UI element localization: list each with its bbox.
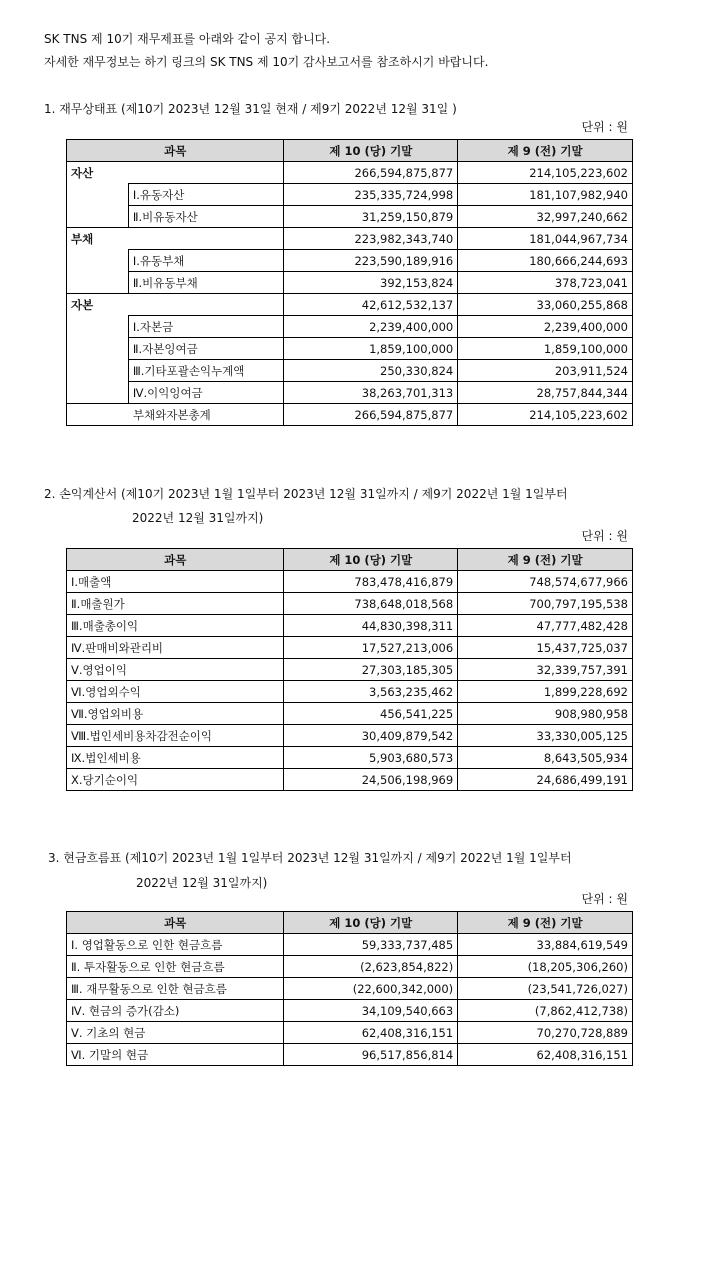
previous-value: (7,862,412,738)	[458, 1000, 633, 1022]
income-statement-title-1: 2. 손익계산서 (제10기 2023년 1월 1일부터 2023년 12월 31일까지 / 제9기 2022년 1월 1일부터	[44, 487, 568, 501]
row-label: Ⅲ.매출총이익	[67, 615, 284, 637]
table-row	[67, 338, 633, 360]
current-value: (2,623,854,822)	[284, 956, 458, 978]
header-current: 제 10 (당) 기말	[284, 549, 458, 571]
current-value: 2,239,400,000	[284, 316, 458, 338]
table-row	[67, 593, 633, 615]
current-value: 223,982,343,740	[284, 228, 458, 250]
current-value: (22,600,342,000)	[284, 978, 458, 1000]
previous-value: 24,686,499,191	[458, 769, 633, 791]
table-header-row	[67, 140, 633, 162]
current-value: 266,594,875,877	[284, 404, 458, 426]
current-value: 266,594,875,877	[284, 162, 458, 184]
row-label: Ⅰ. 영업활동으로 인한 현금흐름	[67, 934, 284, 956]
current-value: 1,859,100,000	[284, 338, 458, 360]
previous-value: 378,723,041	[458, 272, 633, 294]
row-label: Ⅳ.판매비와관리비	[67, 637, 284, 659]
category-label: 자본	[67, 294, 284, 316]
current-value: 31,259,150,879	[284, 206, 458, 228]
current-value: 38,263,701,313	[284, 382, 458, 404]
current-value: 235,335,724,998	[284, 184, 458, 206]
table-header-row	[67, 549, 633, 571]
table-row	[67, 162, 633, 184]
table-row-total	[67, 404, 633, 426]
current-value: 456,541,225	[284, 703, 458, 725]
previous-value: (18,205,306,260)	[458, 956, 633, 978]
row-label: Ⅵ.영업외수익	[67, 681, 284, 703]
row-label: Ⅳ.이익잉여금	[128, 382, 284, 404]
previous-value: 748,574,677,966	[458, 571, 633, 593]
current-value: 42,612,532,137	[284, 294, 458, 316]
cash-flow-unit: 단위 : 원	[581, 892, 628, 906]
category-label: 자산	[67, 162, 284, 184]
header-current: 제 10 (당) 기말	[284, 912, 458, 934]
header-account: 과목	[67, 912, 284, 934]
intro-line-2: 자세한 재무정보는 하기 링크의 SK TNS 제 10기 감사보고서를 참조하시기 바랍니다.	[44, 55, 489, 69]
table-row	[67, 294, 633, 316]
previous-value: 33,060,255,868	[458, 294, 633, 316]
header-current: 제 10 (당) 기말	[284, 140, 458, 162]
row-label: Ⅰ.자본금	[128, 316, 284, 338]
table-row	[67, 206, 633, 228]
previous-value: 28,757,844,344	[458, 382, 633, 404]
row-label: Ⅲ. 재무활동으로 인한 현금흐름	[67, 978, 284, 1000]
category-label: 부채	[67, 228, 284, 250]
previous-value: 181,044,967,734	[458, 228, 633, 250]
row-label: Ⅱ.비유동자산	[128, 206, 284, 228]
current-value: 392,153,824	[284, 272, 458, 294]
table-row	[67, 272, 633, 294]
row-label: Ⅴ. 기초의 현금	[67, 1022, 284, 1044]
table-row	[67, 1000, 633, 1022]
row-label: Ⅳ. 현금의 증가(감소)	[67, 1000, 284, 1022]
row-label: Ⅱ.비유동부채	[128, 272, 284, 294]
table-row	[67, 382, 633, 404]
table-row	[67, 978, 633, 1000]
row-label: Ⅶ.영업외비용	[67, 703, 284, 725]
balance-sheet-table	[66, 139, 633, 426]
previous-value: 32,997,240,662	[458, 206, 633, 228]
intro-line-1: SK TNS 제 10기 재무제표를 아래와 같이 공지 합니다.	[44, 32, 331, 46]
previous-value: 908,980,958	[458, 703, 633, 725]
previous-value: 62,408,316,151	[458, 1044, 633, 1066]
income-statement-table	[66, 548, 633, 791]
current-value: 5,903,680,573	[284, 747, 458, 769]
current-value: 62,408,316,151	[284, 1022, 458, 1044]
table-row	[67, 637, 633, 659]
previous-value: 181,107,982,940	[458, 184, 633, 206]
previous-value: 180,666,244,693	[458, 250, 633, 272]
current-value: 250,330,824	[284, 360, 458, 382]
row-label: Ⅰ.매출액	[67, 571, 284, 593]
table-row	[67, 250, 633, 272]
previous-value: 8,643,505,934	[458, 747, 633, 769]
table-row	[67, 184, 633, 206]
income-statement-title-2: 2022년 12월 31일까지)	[132, 511, 264, 525]
current-value: 34,109,540,663	[284, 1000, 458, 1022]
current-value: 30,409,879,542	[284, 725, 458, 747]
previous-value: 203,911,524	[458, 360, 633, 382]
table-row	[67, 316, 633, 338]
current-value: 3,563,235,462	[284, 681, 458, 703]
table-row	[67, 1044, 633, 1066]
current-value: 27,303,185,305	[284, 659, 458, 681]
current-value: 24,506,198,969	[284, 769, 458, 791]
previous-value: 32,339,757,391	[458, 659, 633, 681]
previous-value: 33,330,005,125	[458, 725, 633, 747]
row-label: Ⅰ.유동부채	[128, 250, 284, 272]
previous-value: 15,437,725,037	[458, 637, 633, 659]
header-account: 과목	[67, 140, 284, 162]
row-label: Ⅱ.자본잉여금	[128, 338, 284, 360]
table-row	[67, 228, 633, 250]
row-label: Ⅲ.기타포괄손익누계액	[128, 360, 284, 382]
previous-value: 33,884,619,549	[458, 934, 633, 956]
header-previous: 제 9 (전) 기말	[458, 140, 633, 162]
table-row	[67, 703, 633, 725]
balance-sheet-title: 1. 재무상태표 (제10기 2023년 12월 31일 현재 / 제9기 2022년 12월 31일 )	[44, 102, 457, 116]
table-header-row	[67, 912, 633, 934]
header-previous: 제 9 (전) 기말	[458, 912, 633, 934]
cash-flow-table	[66, 911, 633, 1066]
row-label: Ⅴ.영업이익	[67, 659, 284, 681]
balance-sheet-unit: 단위 : 원	[581, 120, 628, 134]
current-value: 223,590,189,916	[284, 250, 458, 272]
table-row	[67, 659, 633, 681]
current-value: 738,648,018,568	[284, 593, 458, 615]
current-value: 96,517,856,814	[284, 1044, 458, 1066]
current-value: 17,527,213,006	[284, 637, 458, 659]
table-row	[67, 934, 633, 956]
income-statement-unit: 단위 : 원	[581, 529, 628, 543]
table-row	[67, 681, 633, 703]
table-row	[67, 360, 633, 382]
table-row	[67, 769, 633, 791]
row-label: Ⅸ.법인세비용	[67, 747, 284, 769]
previous-value: 214,105,223,602	[458, 404, 633, 426]
previous-value: (23,541,726,027)	[458, 978, 633, 1000]
cash-flow-title-1: 3. 현금흐름표 (제10기 2023년 1월 1일부터 2023년 12월 31일까지 / 제9기 2022년 1월 1일부터	[48, 851, 572, 865]
table-row	[67, 725, 633, 747]
row-label: Ⅷ.법인세비용차감전순이익	[67, 725, 284, 747]
previous-value: 2,239,400,000	[458, 316, 633, 338]
row-label: Ⅹ.당기순이익	[67, 769, 284, 791]
previous-value: 700,797,195,538	[458, 593, 633, 615]
previous-value: 1,899,228,692	[458, 681, 633, 703]
previous-value: 47,777,482,428	[458, 615, 633, 637]
table-row	[67, 1022, 633, 1044]
previous-value: 1,859,100,000	[458, 338, 633, 360]
row-label: Ⅵ. 기말의 현금	[67, 1044, 284, 1066]
row-label: Ⅱ. 투자활동으로 인한 현금흐름	[67, 956, 284, 978]
current-value: 44,830,398,311	[284, 615, 458, 637]
table-row	[67, 747, 633, 769]
current-value: 59,333,737,485	[284, 934, 458, 956]
total-label: 부채와자본총계	[67, 404, 284, 426]
table-row	[67, 615, 633, 637]
cash-flow-title-2: 2022년 12월 31일까지)	[136, 876, 268, 890]
row-label: Ⅱ.매출원가	[67, 593, 284, 615]
table-row	[67, 956, 633, 978]
current-value: 783,478,416,879	[284, 571, 458, 593]
table-row	[67, 571, 633, 593]
row-label: Ⅰ.유동자산	[128, 184, 284, 206]
previous-value: 70,270,728,889	[458, 1022, 633, 1044]
previous-value: 214,105,223,602	[458, 162, 633, 184]
header-previous: 제 9 (전) 기말	[458, 549, 633, 571]
header-account: 과목	[67, 549, 284, 571]
